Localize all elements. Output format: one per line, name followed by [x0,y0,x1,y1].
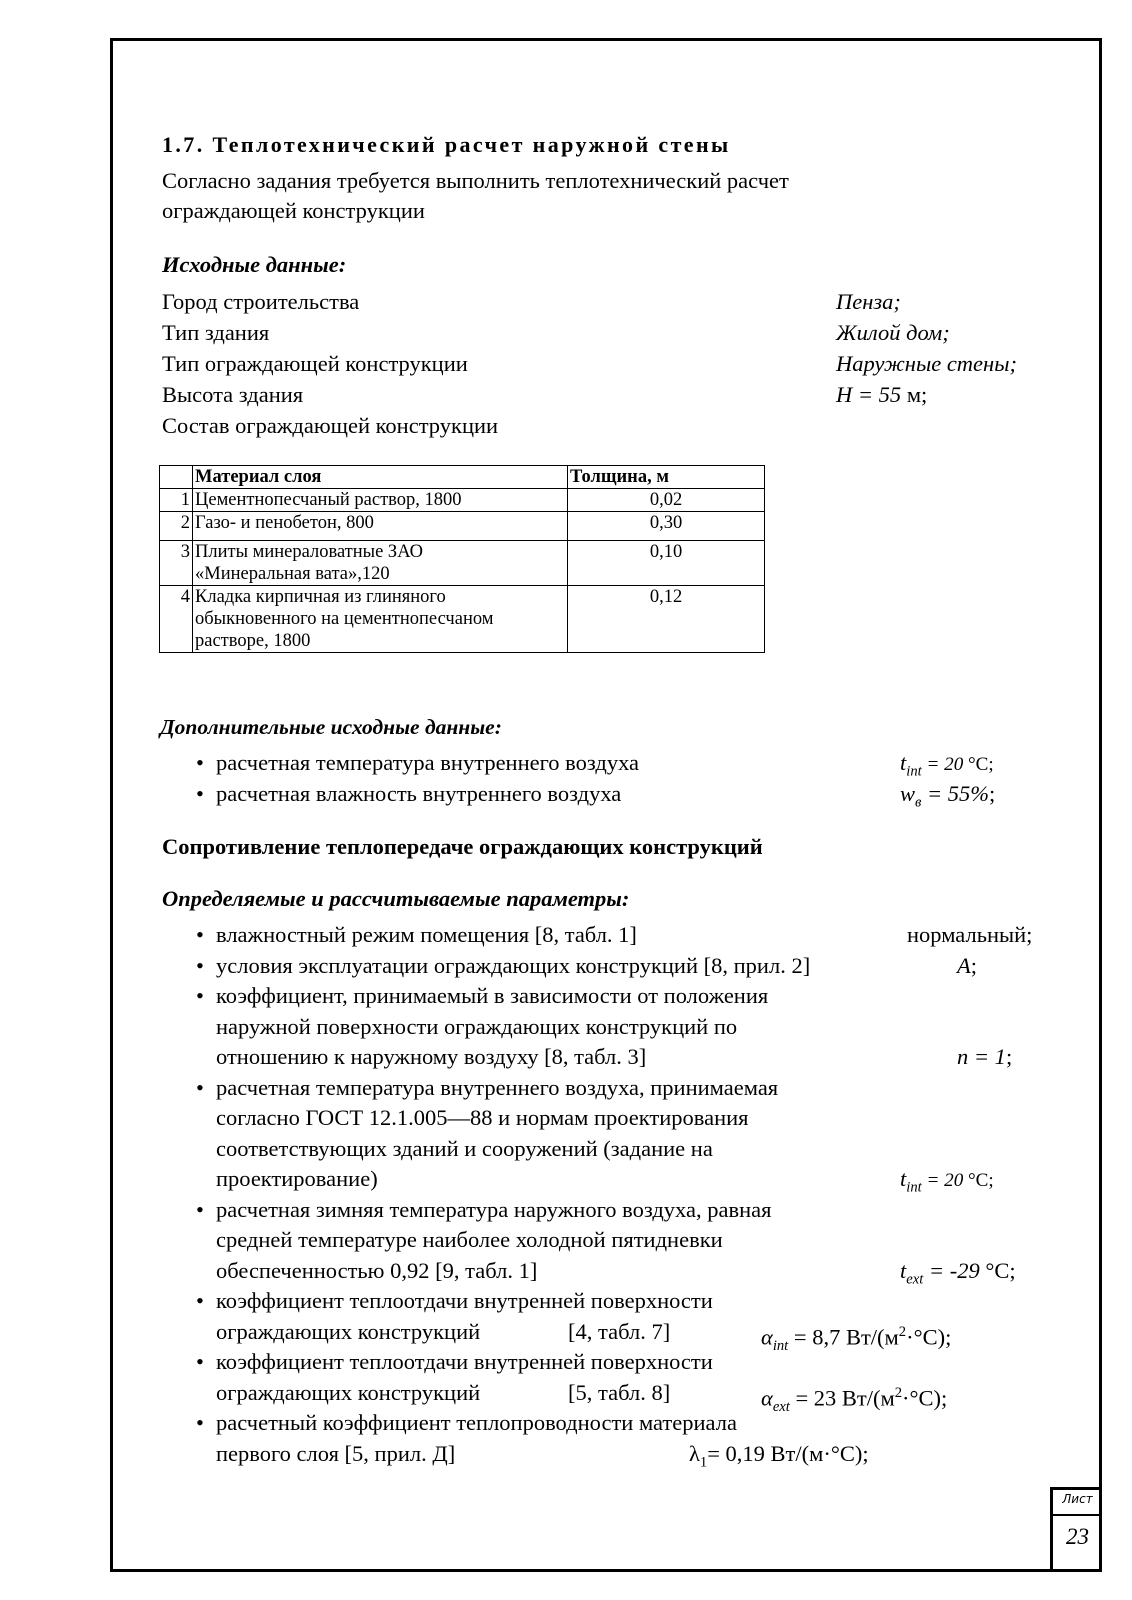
row-number: 1 [160,489,193,512]
initial-label-composition: Состав ограждающей конструкции [162,413,499,438]
list-item: • коэффициент, принимаемый в зависимости от положения наружной поверхности ограждающих конструкций по отношению к наружному воздуху [8, табл. 3] n = 1; [162,981,1042,1073]
table-row [160,489,765,512]
initial-value-construction-type: Наружные стены; [836,351,1017,376]
table-row [160,512,765,541]
initial-label-city: Город строительства [162,289,360,314]
bullet-icon: • [196,983,204,1008]
page-number: 23 [1066,1524,1089,1549]
params-list [162,920,1042,1469]
list-item: • влажностный режим помещения [8, табл. 1] нормальный; [162,920,1042,951]
table-header-thickness: Толщина, м [568,466,765,489]
row-material: Газо- и пенобетон, 800 [193,512,568,541]
list-item: • расчетная температура внутреннего воздуха $t_{int} = 20$ °С; [162,748,1042,779]
table-header-num [160,466,193,489]
bullet-icon: • [196,1074,204,1100]
intro-line-2: ограждающей конструкции [162,198,425,223]
bullet-icon: • [196,1196,204,1222]
page-stamp [1050,1487,1102,1572]
table-header-material: Материал слоя [193,466,568,489]
list-item: • расчетная влажность внутреннего воздуха $w_в = 55\%$; [162,779,1042,810]
list-item: • условия эксплуатации ограждающих конструкций [8, прил. 2] А; [162,951,1042,982]
initial-value-building-type: Жилой дом; [836,320,950,345]
list-item: • коэффициент теплоотдачи внутренней поверхности ограждающих конструкций [4, табл. 7] $\alpha_{int} = 8,7$ $Вт/(м^2\cdot^\circ С)$; [162,1286,1042,1347]
row-number: 2 [160,512,193,541]
row-number: 4 [160,586,193,653]
bullet-icon: • [196,1349,204,1374]
list-item: • расчетная зимняя температура наружного воздуха, равная средней температуре наиболее холодной пятидневки обеспеченностью 0,92 [9, табл. 1] $t_{ext} = -29$ °С; [162,1195,1042,1287]
section-title: 1.7. Теплотехнический расчет наружной стены [162,132,731,157]
bullet-icon: • [196,1288,204,1313]
table-row [160,541,765,586]
bullet-icon: • [196,1410,204,1435]
bullet-icon: • [196,750,204,775]
params-heading: Определяемые и рассчитываемые параметры: [162,886,630,911]
bullet-icon: • [196,922,204,947]
row-thickness: 0,10 [568,541,765,586]
row-number: 3 [160,541,193,586]
stamp-label: Лист [1062,1492,1093,1506]
additional-heading: Дополнительные исходные данные: [160,715,502,739]
table-header-row [160,466,765,489]
row-thickness: 0,12 [568,586,765,653]
list-item: • коэффициент теплоотдачи внутренней поверхности ограждающих конструкций [5, табл. 8] $\alpha_{ext} = 23$ $Вт/(м^2\cdot^\circ С)$; [162,1347,1042,1408]
layers-table [159,465,765,653]
table-row [160,586,765,653]
list-item: • расчетная температура внутреннего воздуха, принимаемая согласно ГОСТ 12.1.005—88 и нормам проектирования соответствующих зданий и сооружений (задание на проектирование) $t_{int} = 20$ °С; [162,1073,1042,1195]
initial-data-heading: Исходные данные: [162,252,347,277]
bullet-icon: • [196,780,204,806]
row-thickness: 0,30 [568,512,765,541]
row-material: Цементнопесчаный раствор, 1800 [193,489,568,512]
row-thickness: 0,02 [568,489,765,512]
bullet-icon: • [196,952,204,978]
initial-label-construction-type: Тип ограждающей конструкции [162,351,468,376]
initial-label-building-type: Тип здания [162,320,270,345]
initial-value-height: H = 55 м; [836,382,928,407]
list-item: • расчетный коэффициент теплопроводности материала первого слоя [5, прил. Д] $\lambda_1= 0,19$ Вт/(м·°С); [162,1408,1042,1469]
resistance-heading: Сопротивление теплопередаче ограждающих конструкций [162,834,763,859]
intro-line-1: Согласно задания требуется выполнить теплотехнический расчет [162,168,789,193]
row-material: Кладка кирпичная из глиняного обыкновенного на цементнопесчаном растворе, 1800 [193,586,568,653]
stamp-divider [1053,1514,1102,1516]
additional-list [162,748,1042,809]
initial-value-city: Пенза; [836,289,901,314]
initial-label-height: Высота здания [162,382,304,407]
row-material: Плиты минераловатные ЗАО «Минеральная вата»,120 [193,541,568,586]
